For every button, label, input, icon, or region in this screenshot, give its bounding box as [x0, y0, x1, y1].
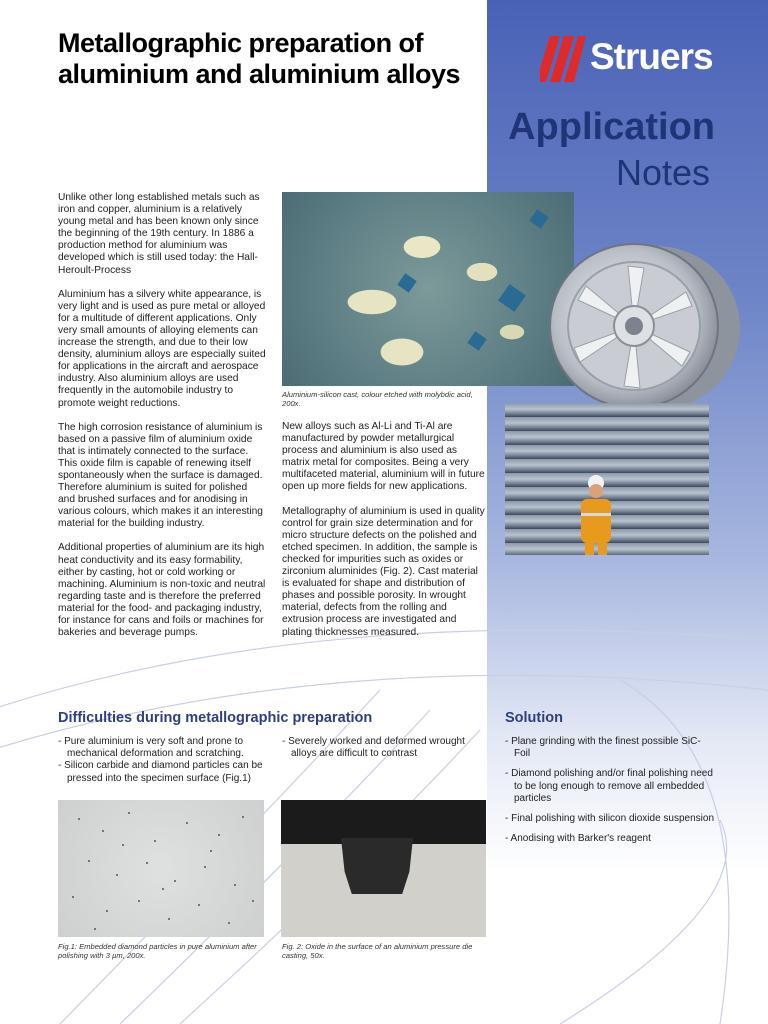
aluminium-ingots-photo [505, 403, 709, 555]
brand-name: Struers [590, 36, 713, 77]
middle-paragraph-2: Metallography of aluminium is used in quality control for grain size determination and for micro structure defects on the polished and etched specimen. In addition, the sample is checked for impurities such as oxides or zirconium aluminides (Fig. 2). Cast material is evaluated for shape and distribution of phases and possible porosity. In wrought material, defects from the rolling and extrusion process are investigated and plating thicknesses measured. [282, 505, 485, 638]
application-heading: Application [508, 106, 715, 148]
intro-column [58, 192, 266, 651]
fig2-caption: Fig. 2: Oxide in the surface of an aluminium pressure die casting, 50x. [282, 942, 473, 960]
solution-heading: Solution [505, 710, 563, 726]
crystal-facet [529, 209, 548, 228]
worker-figure [571, 473, 621, 555]
crystal-facet [467, 331, 486, 350]
solution-item: - Plane grinding with the finest possible SiC-Foil [505, 736, 701, 760]
difficulty-item: - Severely worked and deformed wrought alloys are difficult to contrast [282, 736, 465, 760]
difficulty-item: - Pure aluminium is very soft and prone to mechanical deformation and scratching. [58, 736, 244, 760]
micrograph-caption: Aluminium-silicon cast, colour etched with molybdic acid, 200x. [282, 390, 473, 408]
struers-logo-mark-icon [540, 36, 586, 82]
fig1-micrograph [58, 800, 264, 937]
struers-logo [540, 36, 720, 84]
aluminium-silicon-micrograph [282, 192, 574, 386]
intro-paragraph-1: Unlike other long established metals such as iron and copper, aluminium is a relatively young metal and has been known only since the beginning of the 19th century. In 1886 a production method for aluminium was developed which is still used today: the Hall-Heroult-Process [58, 192, 260, 276]
fig1-caption: Fig.1: Embedded diamond particles in pure aluminium after polishing with 3 µm, 200x. [58, 942, 257, 960]
alloy-wheel-image [548, 242, 742, 412]
difficulties-list-1 [58, 736, 268, 785]
solution-item: - Diamond polishing and/or final polishing need to be long enough to remove all embedded particles [505, 768, 713, 804]
notes-heading: Notes [615, 152, 710, 193]
intro-paragraph-2: Aluminium has a silvery white appearance, is very light and is used as pure metal or alloyed for a multitude of different applications. Only very small amounts of alloying elements can increase the strength, and due to their low density, aluminium alloys are especially suited for applications in the aircraft and aerospace industry. Also aluminium alloys are used frequently in the automobile industry to promote weight reductions. [58, 288, 266, 409]
oxide-inclusion [341, 838, 413, 894]
difficulties-heading: Difficulties during metallographic preparation [58, 710, 373, 726]
difficulty-item: - Silicon carbide and diamond particles can be pressed into the specimen surface (Fig.1) [58, 760, 263, 784]
mounting-resin [281, 800, 486, 844]
middle-column [282, 421, 487, 651]
fig2-micrograph [281, 800, 486, 937]
crystal-facet [498, 284, 526, 312]
difficulties-list-2 [282, 736, 482, 760]
middle-paragraph-1: New alloys such as Al-Li and Ti-Al are manufactured by powder metallurgical process and aluminium is also used as matrix metal for composites. Being a very multifaceted material, aluminium will in future open up more fields for new applications. [282, 421, 485, 493]
solution-list [505, 736, 715, 853]
intro-paragraph-3: The high corrosion resistance of aluminium is based on a passive film of aluminium oxide that is intimately connected to the surface. This oxide film is capable of renewing itself spontaneously when the surface is damaged. Therefore aluminium is suited for polished and brushed surfaces and for anodising in various colours, which makes it an interesting material for the building industry. [58, 421, 263, 530]
intro-paragraph-4: Additional properties of aluminium are its high heat conductivity and its easy formability, either by casting, hot or cold working or machining. Aluminium is non-toxic and neutral regarding taste and is therefore the preferred material for the food- and packaging industry, for instance for cans and foils or machines for bakeries and beverage pumps. [58, 542, 266, 639]
crystal-facet [397, 273, 416, 292]
solution-item: - Anodising with Barker's reagent [505, 833, 651, 845]
page-title: Metallographic preparation of aluminium and aluminium alloys [58, 28, 461, 89]
solution-item: - Final polishing with silicon dioxide suspension [505, 813, 714, 825]
